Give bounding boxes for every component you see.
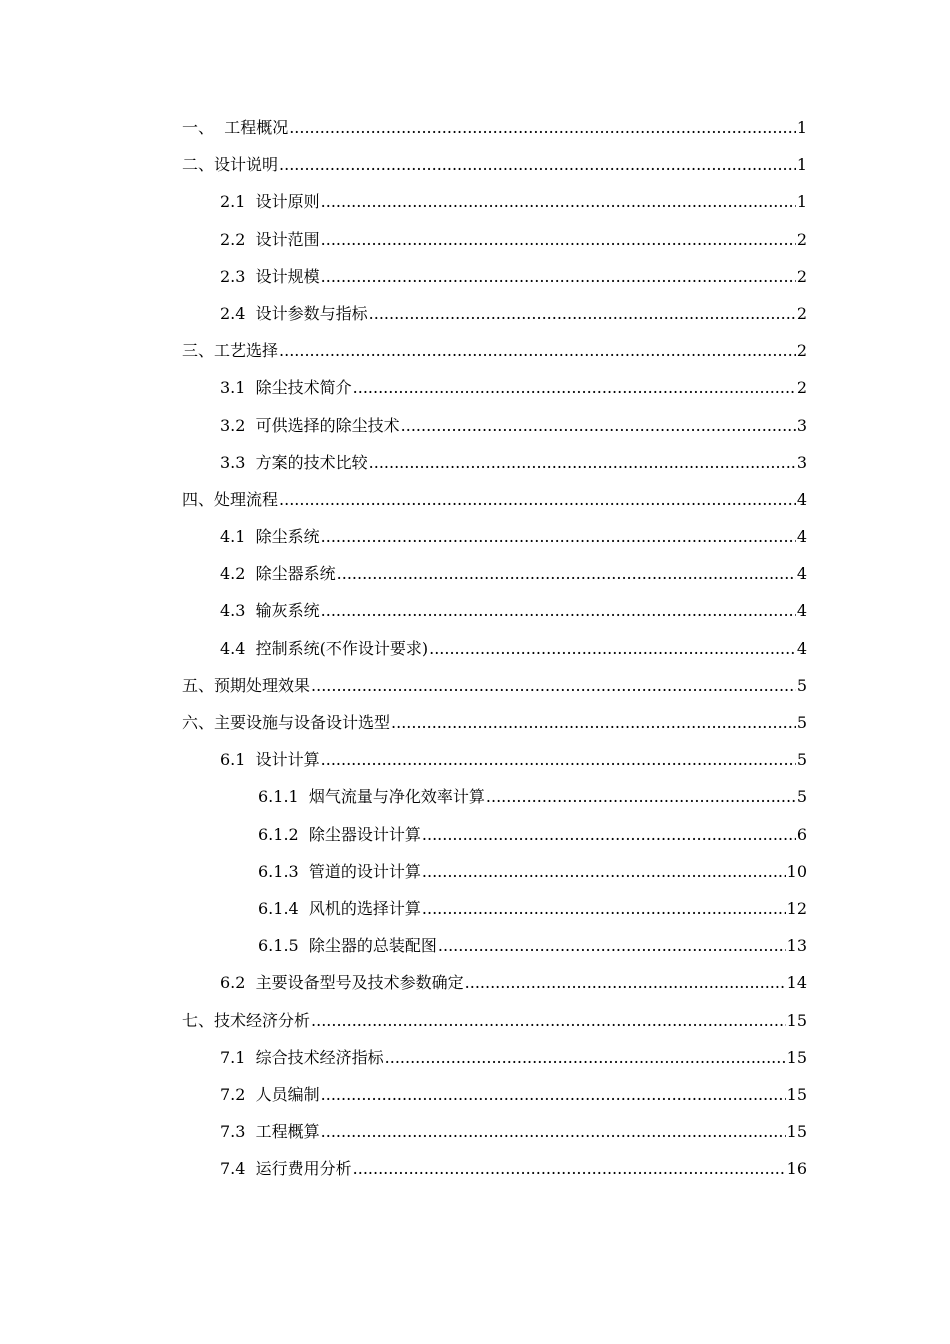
toc-dot-leader: [422, 816, 796, 853]
toc-dot-leader: [321, 592, 796, 629]
toc-entry-title: 综合技术经济指标: [255, 1047, 384, 1067]
toc-entry-number: 3.1: [220, 378, 256, 398]
toc-entry-number: 2.4: [220, 303, 256, 323]
toc-entry-title: 设计规模: [255, 266, 320, 286]
toc-entry-page-number: 3: [796, 452, 807, 472]
toc-entry-line: [182, 667, 807, 704]
toc-entry[interactable]: [0, 407, 950, 444]
toc-entry[interactable]: [0, 295, 950, 332]
toc-entry[interactable]: [0, 369, 950, 406]
toc-entry[interactable]: [0, 518, 950, 555]
toc-dot-leader: [321, 1076, 786, 1113]
toc-entry-page-number: 6: [796, 824, 807, 844]
toc-entry-page-number: 3: [796, 415, 807, 435]
toc-entry-line: [258, 927, 807, 964]
toc-entry-line: [182, 481, 807, 518]
toc-entry-title: 工艺选择: [214, 341, 279, 361]
toc-entry-line: [220, 221, 807, 258]
toc-entry-number: 4.3: [220, 601, 256, 621]
toc-entry-page-number: 1: [796, 118, 807, 137]
toc-entry[interactable]: [0, 1076, 950, 1113]
toc-dot-leader: [321, 258, 796, 295]
toc-entry[interactable]: [0, 927, 950, 964]
toc-entry[interactable]: [0, 1113, 950, 1150]
toc-entry-number: 四、: [182, 489, 215, 509]
toc-entry-number: 三、: [182, 341, 215, 361]
toc-entry-title: 设计说明: [214, 155, 279, 175]
toc-entry-title: 除尘技术简介: [255, 378, 352, 398]
toc-entry-line: [220, 630, 807, 667]
toc-entry-page-number: 2: [796, 303, 807, 323]
toc-entry-title: 控制系统(不作设计要求): [255, 638, 429, 658]
toc-entry-line: [220, 1076, 807, 1113]
toc-dot-leader: [353, 1150, 786, 1187]
toc-entry-title: 风机的选择计算: [308, 898, 421, 918]
toc-dot-leader: [486, 778, 796, 815]
toc-dot-leader: [321, 741, 796, 778]
toc-entry-page-number: 4: [796, 527, 807, 547]
toc-entry-page-number: 12: [786, 898, 807, 918]
toc-entry-number: 6.2: [220, 973, 256, 993]
toc-entry-title: 除尘器设计计算: [308, 824, 421, 844]
toc-entry-page-number: 1: [796, 155, 807, 175]
toc-dot-leader: [422, 890, 786, 927]
toc-dot-leader: [289, 109, 796, 146]
toc-entry-number: 六、: [182, 713, 215, 732]
toc-dot-leader: [321, 221, 796, 258]
toc-entry-page-number: 15: [786, 1010, 807, 1030]
toc-entry-number: 五、: [182, 675, 215, 695]
toc-dot-leader: [279, 332, 796, 369]
toc-entry-page-number: 1: [796, 192, 807, 212]
toc-entry[interactable]: [0, 258, 950, 295]
toc-entry-number: 七、: [182, 1010, 215, 1030]
toc-entry-line: [182, 704, 807, 741]
toc-dot-leader: [465, 964, 786, 1001]
toc-entry[interactable]: [0, 1039, 950, 1076]
toc-dot-leader: [353, 369, 796, 406]
toc-dot-leader: [438, 927, 786, 964]
toc-entry-number: 7.2: [220, 1084, 256, 1104]
toc-entry-line: [220, 258, 807, 295]
toc-entry[interactable]: [0, 816, 950, 853]
toc-entry-title: 设计参数与指标: [255, 303, 368, 323]
toc-dot-leader: [279, 146, 796, 183]
toc-entry-number: 4.1: [220, 527, 256, 547]
toc-entry[interactable]: [0, 332, 950, 369]
toc-entry-line: [220, 555, 807, 592]
toc-entry-page-number: 4: [796, 638, 807, 658]
toc-entry-title: 工程概况: [224, 118, 289, 137]
toc-entry[interactable]: [0, 704, 950, 741]
toc-entry[interactable]: [0, 890, 950, 927]
toc-entry-number: 2.2: [220, 229, 256, 249]
toc-entry-number: 6.1.2: [258, 824, 309, 844]
toc-entry[interactable]: [0, 109, 950, 146]
toc-entry-number: 6.1.3: [258, 861, 309, 881]
toc-entry[interactable]: [0, 444, 950, 481]
toc-entry[interactable]: [0, 778, 950, 815]
toc-entry-number: 2.1: [220, 192, 256, 212]
toc-entry-number: 7.1: [220, 1047, 256, 1067]
toc-entry[interactable]: [0, 853, 950, 890]
toc-dot-leader: [369, 444, 796, 481]
toc-entry-line: [220, 518, 807, 555]
toc-entry-page-number: 5: [796, 675, 807, 695]
toc-entry-number: 6.1: [220, 750, 256, 770]
toc-entry-page-number: 15: [786, 1122, 807, 1142]
toc-entry[interactable]: [0, 555, 950, 592]
toc-dot-leader: [321, 1113, 786, 1150]
toc-entry[interactable]: [0, 741, 950, 778]
toc-entry-number: 6.1.1: [258, 787, 309, 807]
toc-entry-page-number: 13: [786, 936, 807, 956]
toc-entry-line: [182, 1002, 807, 1039]
toc-entry[interactable]: [0, 221, 950, 258]
toc-entry-number: 7.3: [220, 1122, 256, 1142]
toc-entry-line: [220, 1150, 807, 1187]
toc-entry-title: 预期处理效果: [214, 675, 311, 695]
toc-entry-line: [220, 1039, 807, 1076]
toc-dot-leader: [311, 667, 796, 704]
toc-entry-line: [182, 332, 807, 369]
toc-entry-page-number: 4: [796, 564, 807, 584]
toc-entry[interactable]: [0, 964, 950, 1001]
toc-entry-number: 二、: [182, 155, 215, 175]
toc-entry-line: [182, 109, 807, 146]
toc-entry-number: 2.3: [220, 266, 256, 286]
toc-entry-title: 工程概算: [255, 1122, 320, 1142]
toc-entry-line: [258, 816, 807, 853]
toc-entry[interactable]: [0, 183, 950, 220]
toc-entry-number: 一、: [182, 118, 225, 137]
toc-entry-number: 3.3: [220, 452, 256, 472]
table-of-contents: [0, 109, 950, 1187]
toc-entry-number: 6.1.4: [258, 898, 309, 918]
toc-entry-line: [182, 146, 807, 183]
toc-entry-page-number: 5: [796, 787, 807, 807]
toc-entry-line: [258, 778, 807, 815]
toc-entry-title: 人员编制: [255, 1084, 320, 1104]
toc-entry-title: 处理流程: [214, 489, 279, 509]
toc-dot-leader: [385, 1039, 786, 1076]
toc-entry-page-number: 14: [786, 973, 807, 993]
toc-entry-line: [220, 295, 807, 332]
toc-entry-title: 运行费用分析: [255, 1159, 352, 1179]
toc-entry-page-number: 5: [796, 713, 807, 732]
toc-entry-title: 设计原则: [255, 192, 320, 212]
toc-entry-title: 设计范围: [255, 229, 320, 249]
toc-entry-page-number: 10: [786, 861, 807, 881]
toc-entry-title: 输灰系统: [255, 601, 320, 621]
toc-entry-number: 7.4: [220, 1159, 256, 1179]
toc-entry-page-number: 4: [796, 601, 807, 621]
toc-entry-title: 可供选择的除尘技术: [255, 415, 400, 435]
toc-entry-line: [220, 741, 807, 778]
toc-dot-leader: [279, 481, 796, 518]
toc-entry[interactable]: [0, 481, 950, 518]
toc-entry-title: 设计计算: [255, 750, 320, 770]
toc-entry-number: 4.4: [220, 638, 256, 658]
toc-entry-page-number: 15: [786, 1047, 807, 1067]
toc-entry-number: 6.1.5: [258, 936, 309, 956]
toc-entry-number: 3.2: [220, 415, 256, 435]
toc-entry-page-number: 5: [796, 750, 807, 770]
toc-entry-number: 4.2: [220, 564, 256, 584]
toc-dot-leader: [391, 704, 796, 741]
toc-entry[interactable]: [0, 146, 950, 183]
toc-entry-title: 方案的技术比较: [255, 452, 368, 472]
toc-dot-leader: [422, 853, 786, 890]
toc-dot-leader: [311, 1002, 786, 1039]
toc-dot-leader: [321, 518, 796, 555]
toc-dot-leader: [429, 630, 796, 667]
toc-entry-page-number: 15: [786, 1084, 807, 1104]
toc-entry-page-number: 16: [786, 1159, 807, 1179]
toc-entry-page-number: 4: [796, 489, 807, 509]
toc-entry-line: [220, 592, 807, 629]
toc-entry-line: [258, 853, 807, 890]
toc-dot-leader: [321, 183, 796, 220]
toc-entry[interactable]: [0, 630, 950, 667]
toc-entry-line: [220, 444, 807, 481]
toc-entry-title: 技术经济分析: [214, 1010, 311, 1030]
toc-entry-title: 除尘系统: [255, 527, 320, 547]
toc-dot-leader: [401, 407, 796, 444]
toc-entry-line: [220, 183, 807, 220]
toc-entry-title: 烟气流量与净化效率计算: [308, 787, 485, 807]
toc-entry-title: 管道的设计计算: [308, 861, 421, 881]
toc-entry-line: [220, 1113, 807, 1150]
toc-entry[interactable]: [0, 667, 950, 704]
toc-entry-title: 除尘器系统: [255, 564, 336, 584]
toc-entry-page-number: 2: [796, 229, 807, 249]
toc-entry-line: [220, 369, 807, 406]
toc-entry-page-number: 2: [796, 341, 807, 361]
toc-dot-leader: [369, 295, 796, 332]
toc-entry-title: 主要设施与设备设计选型: [214, 713, 391, 732]
toc-entry-line: [220, 964, 807, 1001]
toc-entry-title: 除尘器的总装配图: [308, 936, 437, 956]
toc-entry-line: [258, 890, 807, 927]
toc-entry-title: 主要设备型号及技术参数确定: [255, 973, 464, 993]
toc-entry-page-number: 2: [796, 378, 807, 398]
toc-dot-leader: [337, 555, 796, 592]
toc-entry[interactable]: [0, 592, 950, 629]
toc-entry-line: [220, 407, 807, 444]
toc-entry-page-number: 2: [796, 266, 807, 286]
toc-entry[interactable]: [0, 1002, 950, 1039]
toc-entry[interactable]: [0, 1150, 950, 1187]
